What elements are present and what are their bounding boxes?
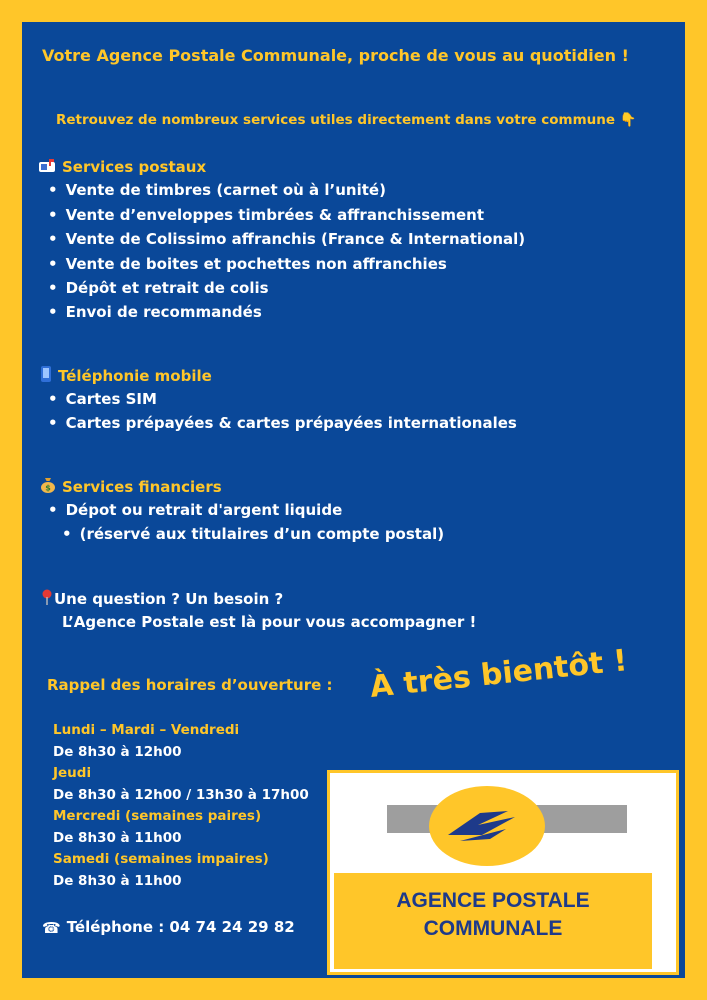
logo-line-1: AGENCE POSTALE bbox=[396, 889, 590, 912]
phone-number: ☎ Téléphone : 04 74 24 29 82 bbox=[42, 918, 295, 937]
phone-icon bbox=[40, 366, 52, 386]
hours-days: Jeudi bbox=[53, 765, 92, 781]
la-poste-logo bbox=[327, 770, 679, 975]
mobile-section-title: Téléphonie mobile bbox=[40, 366, 212, 386]
hours-days: Lundi – Mardi – Vendredi bbox=[53, 722, 240, 738]
intro-text: Retrouvez de nombreux services utiles directement dans votre commune 👇 bbox=[56, 112, 637, 128]
headline: Votre Agence Postale Communale, proche de vous au quotidien ! bbox=[42, 46, 629, 65]
la-poste-bird-icon bbox=[330, 773, 676, 873]
slogan: À très bientôt ! bbox=[368, 643, 629, 705]
hours-time: De 8h30 à 12h00 / 13h30 à 17h00 bbox=[53, 787, 309, 803]
hours-days: Samedi (semaines impaires) bbox=[53, 851, 269, 867]
logo-line-2: COMMUNALE bbox=[423, 917, 563, 940]
hours-days: Mercredi (semaines paires) bbox=[53, 808, 262, 824]
finance-section-title: $ Services financiers bbox=[40, 477, 222, 497]
hours-time: De 8h30 à 11h00 bbox=[53, 873, 182, 889]
list-item: • Cartes prépayées & cartes prépayées internationales bbox=[48, 414, 517, 432]
list-item: • Envoi de recommandés bbox=[48, 303, 262, 321]
list-item: • Cartes SIM bbox=[48, 390, 157, 408]
postal-section-title: Services postaux bbox=[38, 158, 206, 177]
mailbox-icon bbox=[38, 159, 56, 177]
flyer-panel bbox=[22, 22, 685, 978]
hours-time: De 8h30 à 12h00 bbox=[53, 744, 182, 760]
svg-text:$: $ bbox=[45, 483, 51, 493]
list-item: • Dépôt et retrait de colis bbox=[48, 279, 269, 297]
list-item: • Vente d’enveloppes timbrées & affranchissement bbox=[48, 206, 484, 224]
list-item: • Vente de timbres (carnet où à l’unité) bbox=[48, 181, 386, 199]
telephone-icon: ☎ bbox=[42, 919, 61, 937]
list-item: • Vente de boites et pochettes non affranchies bbox=[48, 255, 447, 273]
question-line-1: Une question ? Un besoin ? bbox=[42, 589, 283, 609]
logo-text-box bbox=[334, 873, 652, 969]
money-bag-icon bbox=[40, 477, 56, 497]
finance-note: • (réservé aux titulaires d’un compte postal) bbox=[62, 525, 444, 543]
hours-title: Rappel des horaires d’ouverture : bbox=[47, 676, 333, 694]
list-item: • Dépot ou retrait d'argent liquide bbox=[48, 501, 342, 519]
list-item: • Vente de Colissimo affranchis (France & International) bbox=[48, 230, 525, 248]
question-line-2: L’Agence Postale est là pour vous accompagner ! bbox=[62, 613, 477, 631]
hours-time: De 8h30 à 11h00 bbox=[53, 830, 182, 846]
pin-icon bbox=[42, 589, 52, 609]
